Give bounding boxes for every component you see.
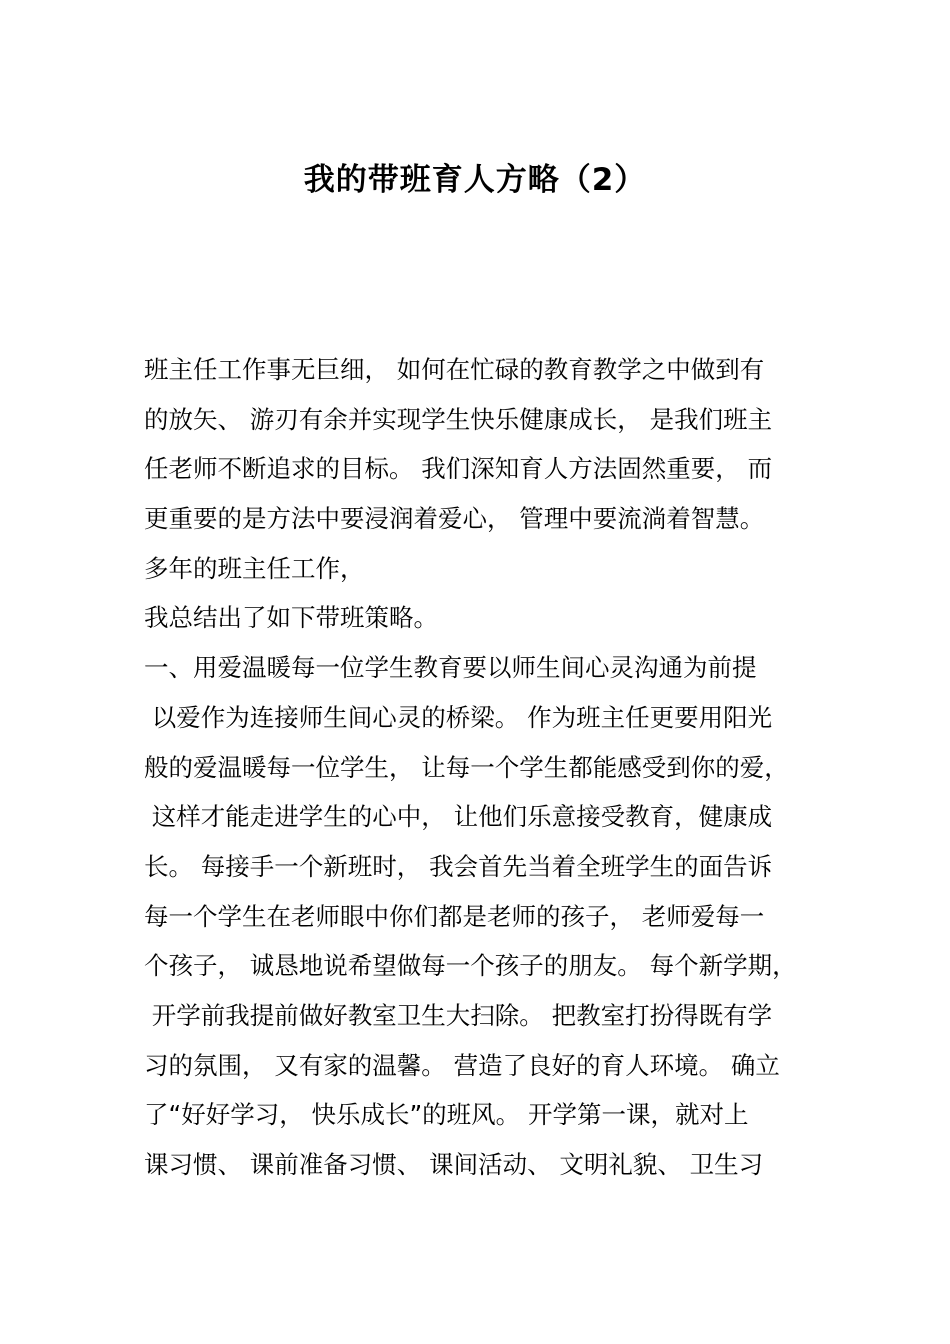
text-line: 长。 每接手一个新班时， 我会首先当着全班学生的面告诉	[144, 851, 773, 881]
text-line: 以爱作为连接师生间心灵的桥梁。 作为班主任更要用阳光	[144, 702, 773, 732]
document-title: 我的带班育人方略（2）	[303, 162, 647, 198]
text-line: 我总结出了如下带班策略。	[144, 603, 438, 633]
text-line: 了“好好学习， 快乐成长”的班风。 开学第一课，就对上	[144, 1100, 749, 1130]
text-line: 任老师不断追求的目标。 我们深知育人方法固然重要， 而	[144, 454, 773, 484]
text-line: 般的爱温暖每一位学生， 让每一个学生都能感受到你的爱，	[144, 752, 789, 782]
text-line: 的放矢、 游刃有余并实现学生快乐健康成长， 是我们班主	[144, 404, 773, 434]
text-line: 课习惯、 课前准备习惯、 课间活动、 文明礼貌、 卫生习	[144, 1150, 764, 1179]
text-line: 多年的班主任工作，	[144, 553, 365, 583]
text-line: 一、用爱温暖每一位学生教育要以师生间心灵沟通为前提	[144, 653, 757, 683]
text-line: 个孩子， 诚恳地说希望做每一个孩子的朋友。 每个新学期，	[144, 951, 797, 981]
text-line: 更重要的是方法中要浸润着爱心， 管理中要流淌着智慧。	[144, 504, 765, 534]
document-body	[144, 345, 864, 1190]
text-line: 班主任工作事无巨细， 如何在忙碌的教育教学之中做到有	[144, 355, 765, 384]
text-line: 开学前我提前做好教室卫生大扫除。 把教室打扮得既有学	[144, 1000, 773, 1030]
text-line: 这样才能走进学生的心中， 让他们乐意接受教育，健康成	[144, 802, 773, 832]
text-line: 每一个学生在老师眼中你们都是老师的孩子， 老师爱每一	[144, 901, 765, 931]
text-line: 习的氛围， 又有家的温馨。 营造了良好的育人环境。 确立	[144, 1050, 780, 1080]
